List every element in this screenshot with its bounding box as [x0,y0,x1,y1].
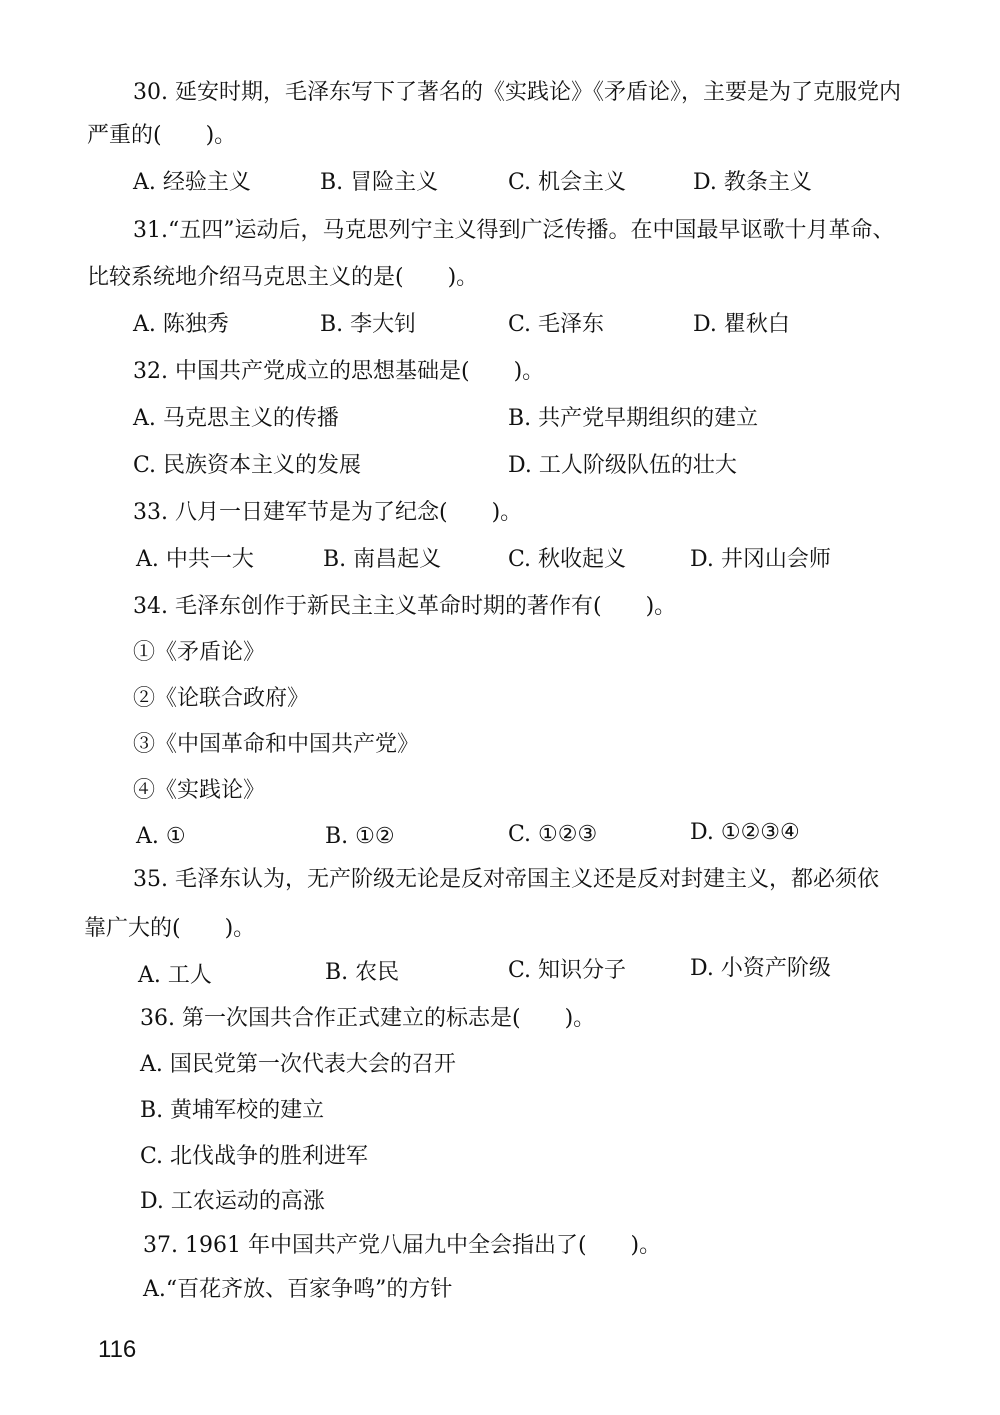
q36-stem: 36. 第一次国共合作正式建立的标志是( )。 [140,1006,596,1031]
q37-option-a: A.“百花齐放、百家争鸣”的方针 [143,1277,453,1302]
q36-option-a: A. 国民党第一次代表大会的召开 [140,1052,456,1077]
q33-option-c: C. 秋收起义 [508,547,627,572]
q35-option-a: A. 工人 [138,963,212,988]
q36-option-d: D. 工农运动的高涨 [140,1189,325,1214]
q34-stem: 34. 毛泽东创作于新民主主义革命时期的著作有( )。 [133,594,677,619]
q34-option-d: D. ①②③④ [690,820,800,845]
q31-option-d: D. 瞿秋白 [693,312,790,337]
q37-stem: 37. 1961 年中国共产党八届九中全会指出了( )。 [143,1233,662,1258]
q34-option-b: B. ①② [325,824,395,849]
q35-option-d: D. 小资产阶级 [690,956,831,981]
q31-stem-line2: 比较系统地介绍马克思主义的是( )。 [87,265,479,290]
q33-option-b: B. 南昌起义 [323,547,442,572]
q31-stem-line1: 31.“五四”运动后，马克思列宁主义得到广泛传播。在中国最早讴歌十月革命、 [133,218,895,243]
q34-item-2: ②《论联合政府》 [133,686,310,711]
q32-option-b: B. 共产党早期组织的建立 [508,406,759,431]
q31-option-b: B. 李大钊 [320,312,417,337]
q34-item-1: ①《矛盾论》 [133,640,266,665]
q33-option-d: D. 井冈山会师 [690,547,831,572]
q32-option-d: D. 工人阶级队伍的壮大 [508,453,737,478]
q30-option-a: A. 经验主义 [133,170,251,195]
q36-option-b: B. 黄埔军校的建立 [140,1098,325,1123]
q30-option-d: D. 教条主义 [693,170,812,195]
q32-option-c: C. 民族资本主义的发展 [133,453,362,478]
q35-stem-line2: 靠广大的( )。 [84,916,256,941]
page-number: 116 [98,1336,137,1363]
q34-option-c: C. ①②③ [508,822,598,847]
q31-option-a: A. 陈独秀 [133,312,229,337]
q30-option-b: B. 冒险主义 [320,170,439,195]
q35-option-c: C. 知识分子 [508,958,627,983]
q34-item-3: ③《中国革命和中国共产党》 [133,732,420,757]
q34-item-4: ④《实践论》 [133,778,266,803]
q32-stem: 32. 中国共产党成立的思想基础是( )。 [133,359,545,384]
q34-option-a: A. ① [136,824,186,849]
q30-option-c: C. 机会主义 [508,170,627,195]
q33-option-a: A. 中共一大 [136,547,254,572]
q31-option-c: C. 毛泽东 [508,312,605,337]
q33-stem: 33. 八月一日建军节是为了纪念( )。 [133,500,523,525]
q32-option-a: A. 马克思主义的传播 [133,406,339,431]
q35-stem-line1: 35. 毛泽东认为，无产阶级无论是反对帝国主义还是反对封建主义，都必须依 [133,867,879,892]
q30-stem-line1: 30. 延安时期，毛泽东写下了著名的《实践论》《矛盾论》，主要是为了克服党内 [133,80,901,105]
q36-option-c: C. 北伐战争的胜利进军 [140,1144,369,1169]
q30-stem-line2: 严重的( )。 [87,123,237,148]
q35-option-b: B. 农民 [325,960,400,985]
